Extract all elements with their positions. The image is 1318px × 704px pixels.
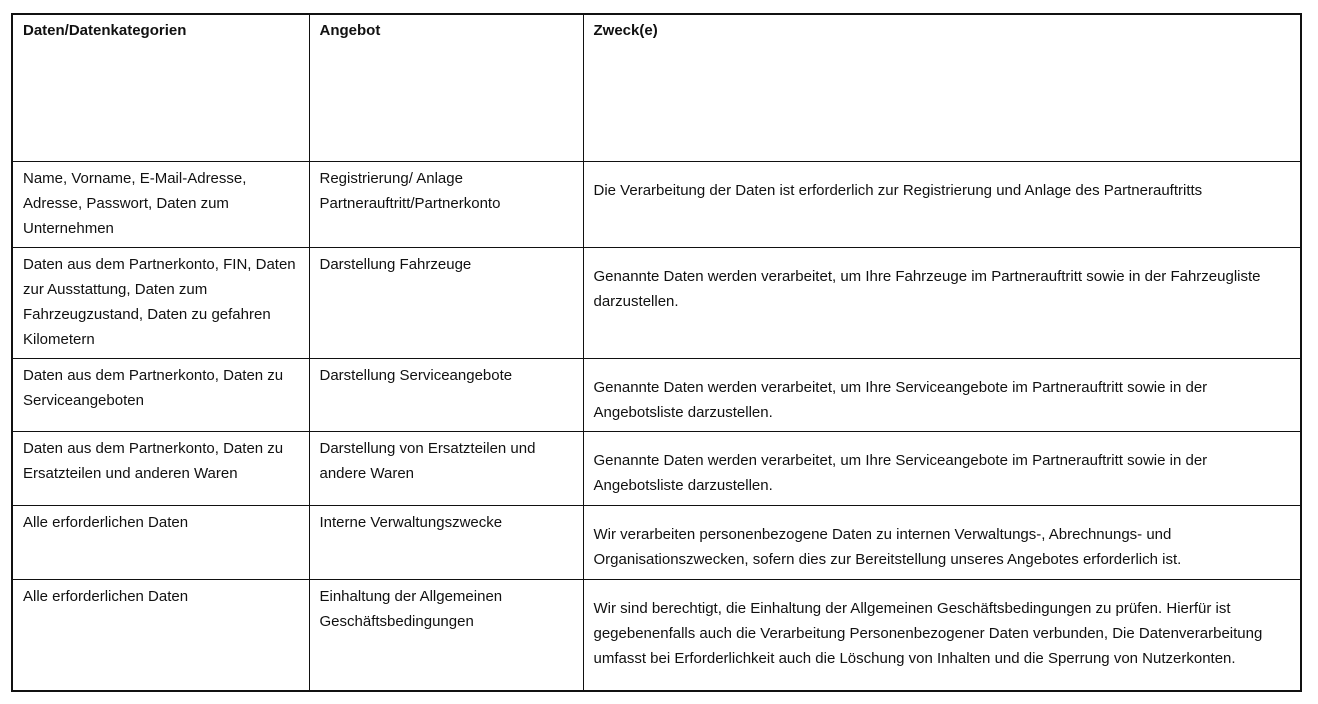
cell-offer: Interne Verwaltungszwecke bbox=[309, 505, 583, 579]
cell-data-categories: Name, Vorname, E-Mail-Adresse, Adresse, Passwort, Daten zum Unternehmen bbox=[13, 161, 309, 247]
table-header-row bbox=[13, 15, 1300, 161]
table-row bbox=[13, 579, 1300, 690]
cell-data-categories: Daten aus dem Partnerkonto, Daten zu Serviceangeboten bbox=[13, 358, 309, 431]
cell-offer: Registrierung/ Anlage Partnerauftritt/Partnerkonto bbox=[309, 161, 583, 247]
cell-offer: Darstellung Serviceangebote bbox=[309, 358, 583, 431]
cell-purpose: Genannte Daten werden verarbeitet, um Ihre Serviceangebote im Partnerauftritt sowie in der Angebotsliste darzustellen. bbox=[583, 358, 1300, 431]
table-row bbox=[13, 247, 1300, 358]
header-purposes: Zweck(e) bbox=[583, 15, 1300, 161]
cell-data-categories: Alle erforderlichen Daten bbox=[13, 505, 309, 579]
header-offer: Angebot bbox=[309, 15, 583, 161]
cell-data-categories: Alle erforderlichen Daten bbox=[13, 579, 309, 690]
cell-data-categories: Daten aus dem Partnerkonto, FIN, Daten zur Ausstattung, Daten zum Fahrzeugzustand, Daten zu gefahren Kilometern bbox=[13, 247, 309, 358]
cell-purpose: Genannte Daten werden verarbeitet, um Ihre Fahrzeuge im Partnerauftritt sowie in der Fahrzeugliste darzustellen. bbox=[583, 247, 1300, 358]
header-data-categories: Daten/Datenkategorien bbox=[13, 15, 309, 161]
table-row bbox=[13, 505, 1300, 579]
data-processing-table bbox=[13, 15, 1300, 690]
cell-offer: Darstellung von Ersatzteilen und andere Waren bbox=[309, 431, 583, 505]
cell-data-categories: Daten aus dem Partnerkonto, Daten zu Ersatzteilen und anderen Waren bbox=[13, 431, 309, 505]
data-processing-table-container bbox=[11, 13, 1302, 692]
table-row bbox=[13, 358, 1300, 431]
cell-purpose: Wir verarbeiten personenbezogene Daten zu internen Verwaltungs-, Abrechnungs- und Organisationszwecken, sofern dies zur Bereitstellung unseres Angebotes erforderlich ist. bbox=[583, 505, 1300, 579]
table-row bbox=[13, 161, 1300, 247]
table-row bbox=[13, 431, 1300, 505]
cell-purpose: Wir sind berechtigt, die Einhaltung der Allgemeinen Geschäftsbedingungen zu prüfen. Hierfür ist gegebenenfalls auch die Verarbeitung Personenbezogener Daten verbunden, Die Datenverarbeitung umfasst bei Erforderlichkeit auch die Löschung von Inhalten und die Sperrung von Nutzerkonten. bbox=[583, 579, 1300, 690]
cell-purpose: Genannte Daten werden verarbeitet, um Ihre Serviceangebote im Partnerauftritt sowie in der Angebotsliste darzustellen. bbox=[583, 431, 1300, 505]
cell-offer: Einhaltung der Allgemeinen Geschäftsbedingungen bbox=[309, 579, 583, 690]
cell-offer: Darstellung Fahrzeuge bbox=[309, 247, 583, 358]
cell-purpose: Die Verarbeitung der Daten ist erforderlich zur Registrierung und Anlage des Partnerauftritts bbox=[583, 161, 1300, 247]
